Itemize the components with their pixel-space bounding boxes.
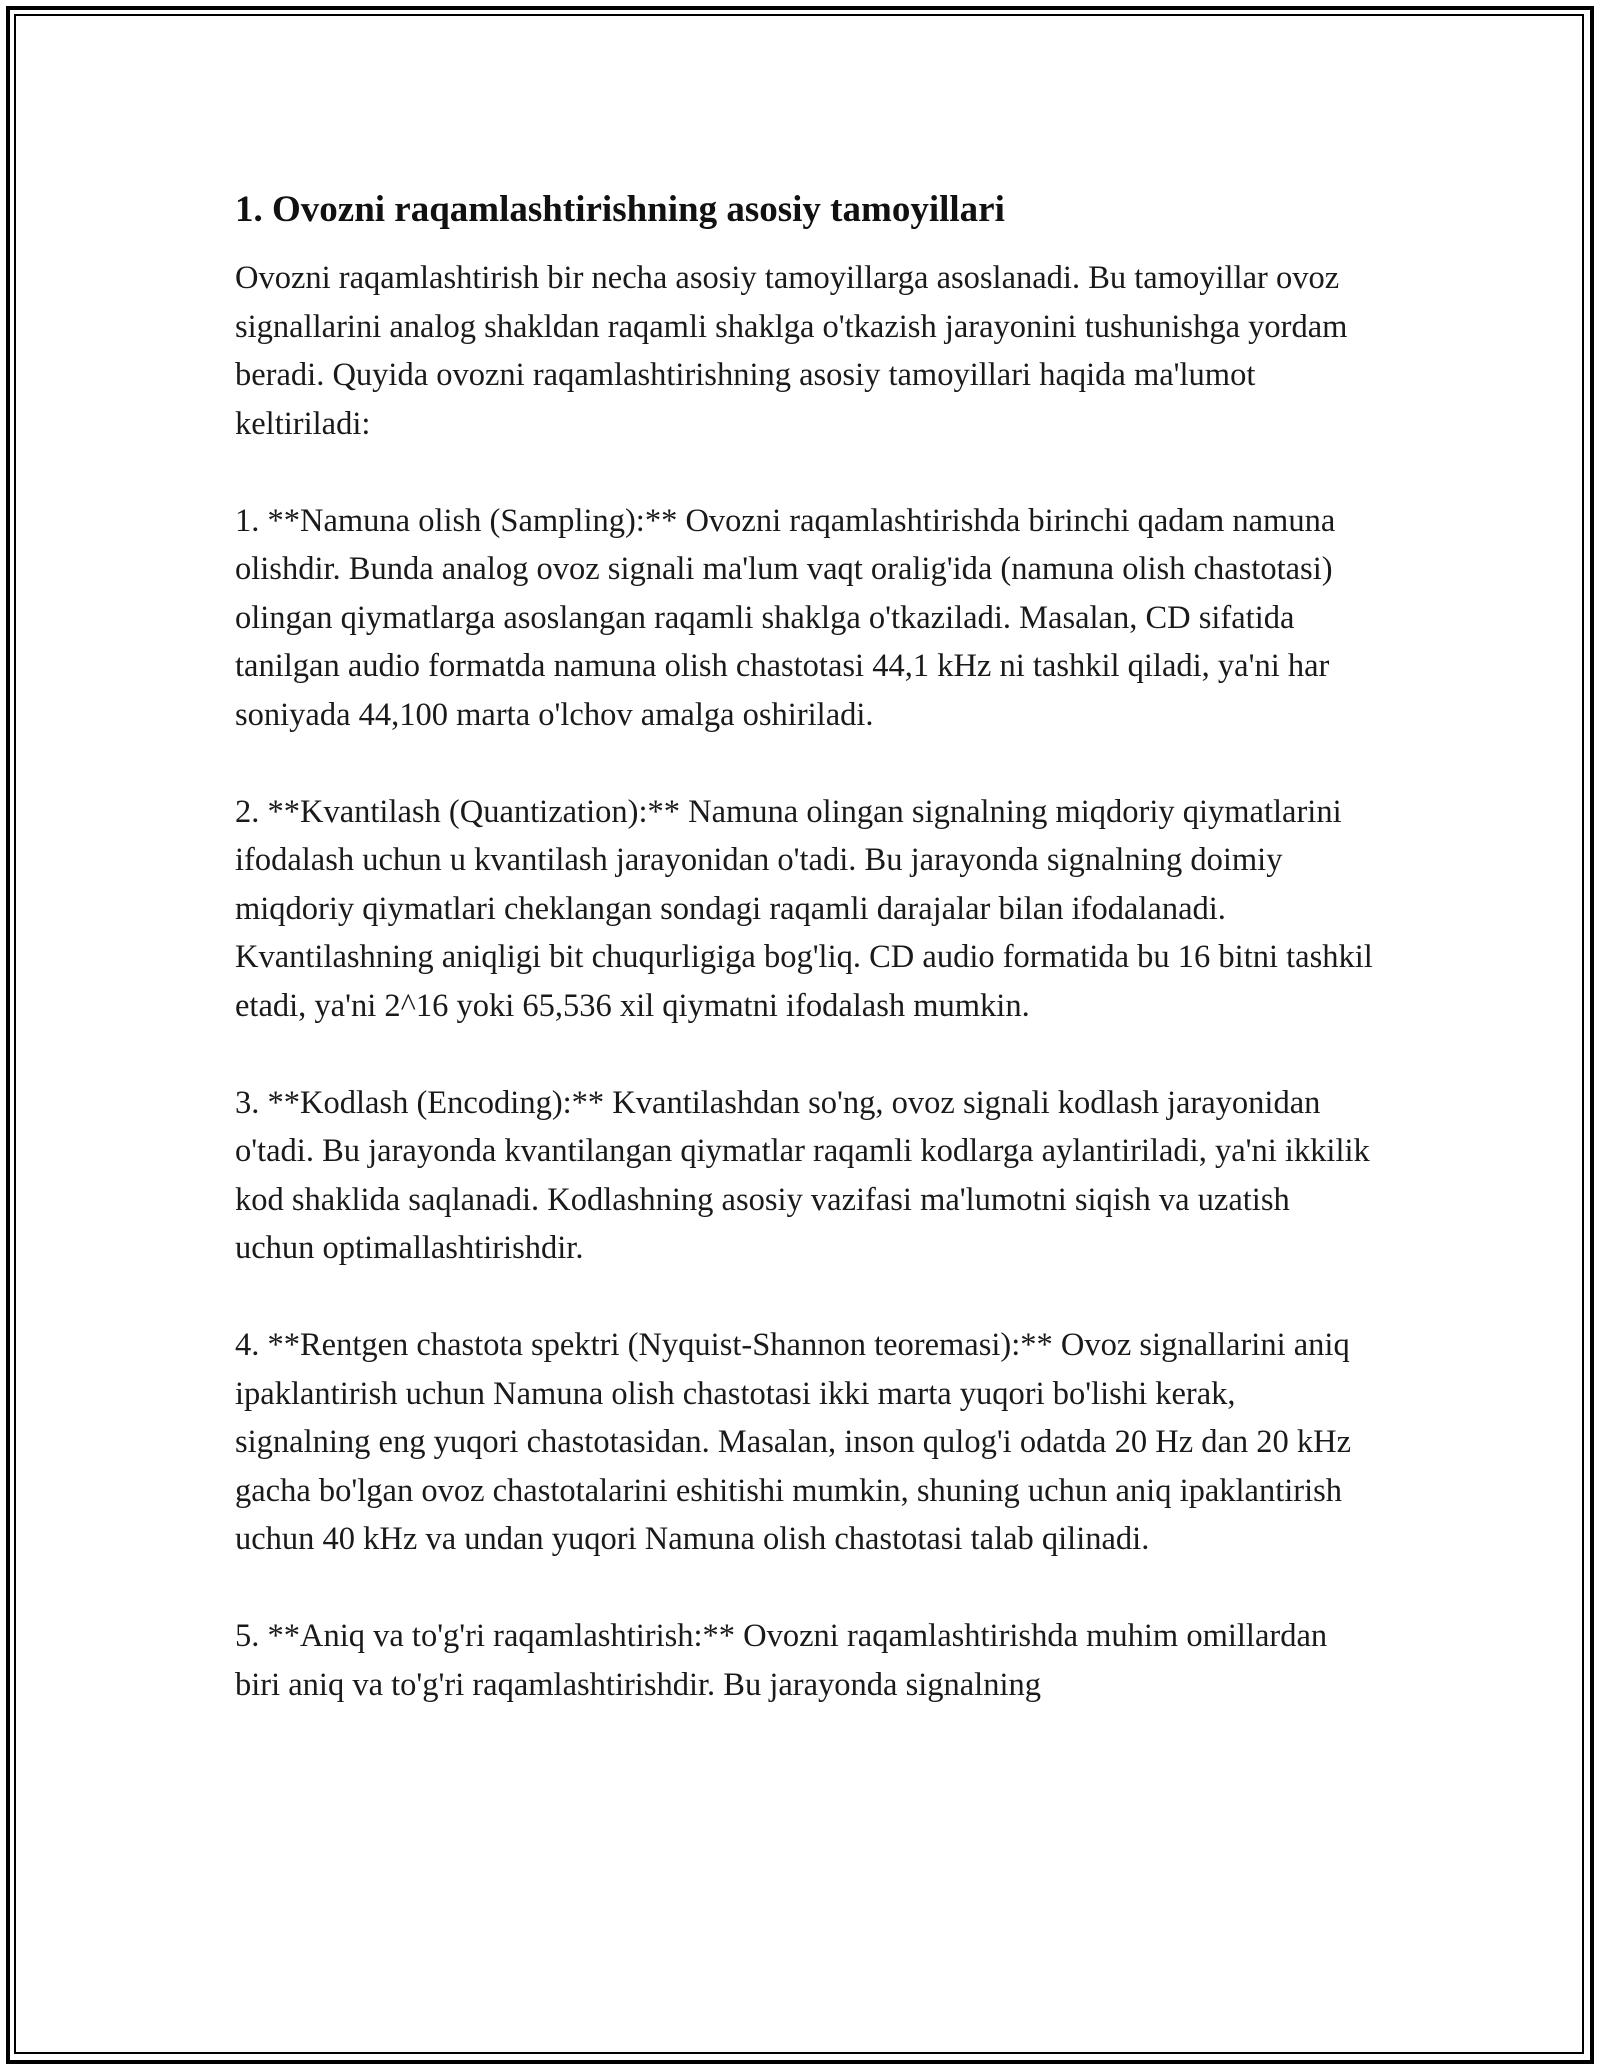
item-nyquist-paragraph: 4. **Rentgen chastota spektri (Nyquist-Shannon teoremasi):** Ovoz signallarini aniq ipaklantirish uchun Namuna olish chastotasi ikki marta yuqori bo'lishi kerak, signalning eng yuqori chastotasidan. Masalan, inson qulog'i odatda 20 Hz dan 20 kHz gacha bo'lgan ovoz chastotalarini eshitishi mumkin, shuning uchun aniq ipaklantirish uchun 40 kHz va undan yuqori Namuna olish chastotasi talab qilinadi. [235,1327,1352,1557]
section-heading: 1. Ovozni raqamlashtirishning asosiy tamoyillari [235,189,1005,230]
item-quantization-paragraph: 2. **Kvantilash (Quantization):** Namuna olingan signalning miqdoriy qiymatlarini ifodalash uchun u kvantilash jarayonidan o'tadi. Bu jarayonda signalning doimiy miqdoriy qiymatlari cheklangan sondagi raqamli darajalar bilan ifodalanadi. Kvantilashning aniqligi bit chuqurligiga bog'liq. CD audio formatida bu 16 bitni tashkil etadi, ya'ni 2^16 yoki 65,536 xil qiymatni ifodalash mumkin. [235,793,1373,1024]
item-sampling-paragraph: 1. **Namuna olish (Sampling):** Ovozni raqamlashtirishda birinchi qadam namuna olishdir. Bunda analog ovoz signali ma'lum vaqt oralig'ida (namuna olish chastotasi) olingan qiymatlarga asoslangan raqamli shaklga o'tkaziladi. Masalan, CD sifatida tanilgan audio formatda namuna olish chastotasi 44,1 kHz ni tashkil qiladi, ya'ni har soniyada 44,100 marta o'lchov amalga oshiriladi. [235,502,1336,733]
intro-paragraph: Ovozni raqamlashtirish bir necha asosiy tamoyillarga asoslanadi. Bu tamoyillar ovoz signallarini analog shakldan raqamli shaklga o'tkazish jarayonini tushunishga yordam beradi. Quyida ovozni raqamlashtirishning asosiy tamoyillari haqida ma'lumot keltiriladi: [235,260,1348,442]
item-accuracy-paragraph: 5. **Aniq va to'g'ri raqamlashtirish:** Ovozni raqamlashtirishda muhim omillardan biri aniq va to'g'ri raqamlashtirishdir. Bu jarayonda signalning [235,1618,1328,1703]
item-encoding-paragraph: 3. **Kodlash (Encoding):** Kvantilashdan so'ng, ovoz signali kodlash jarayonidan o'tadi. Bu jarayonda kvantilangan qiymatlar raqamli kodlarga aylantiriladi, ya'ni ikkilik kod shaklida saqlanadi. Kodlashning asosiy vazifasi ma'lumotni siqish va uzatish uchun optimallashtirishdir. [235,1084,1370,1266]
document-body [235,186,1375,1758]
